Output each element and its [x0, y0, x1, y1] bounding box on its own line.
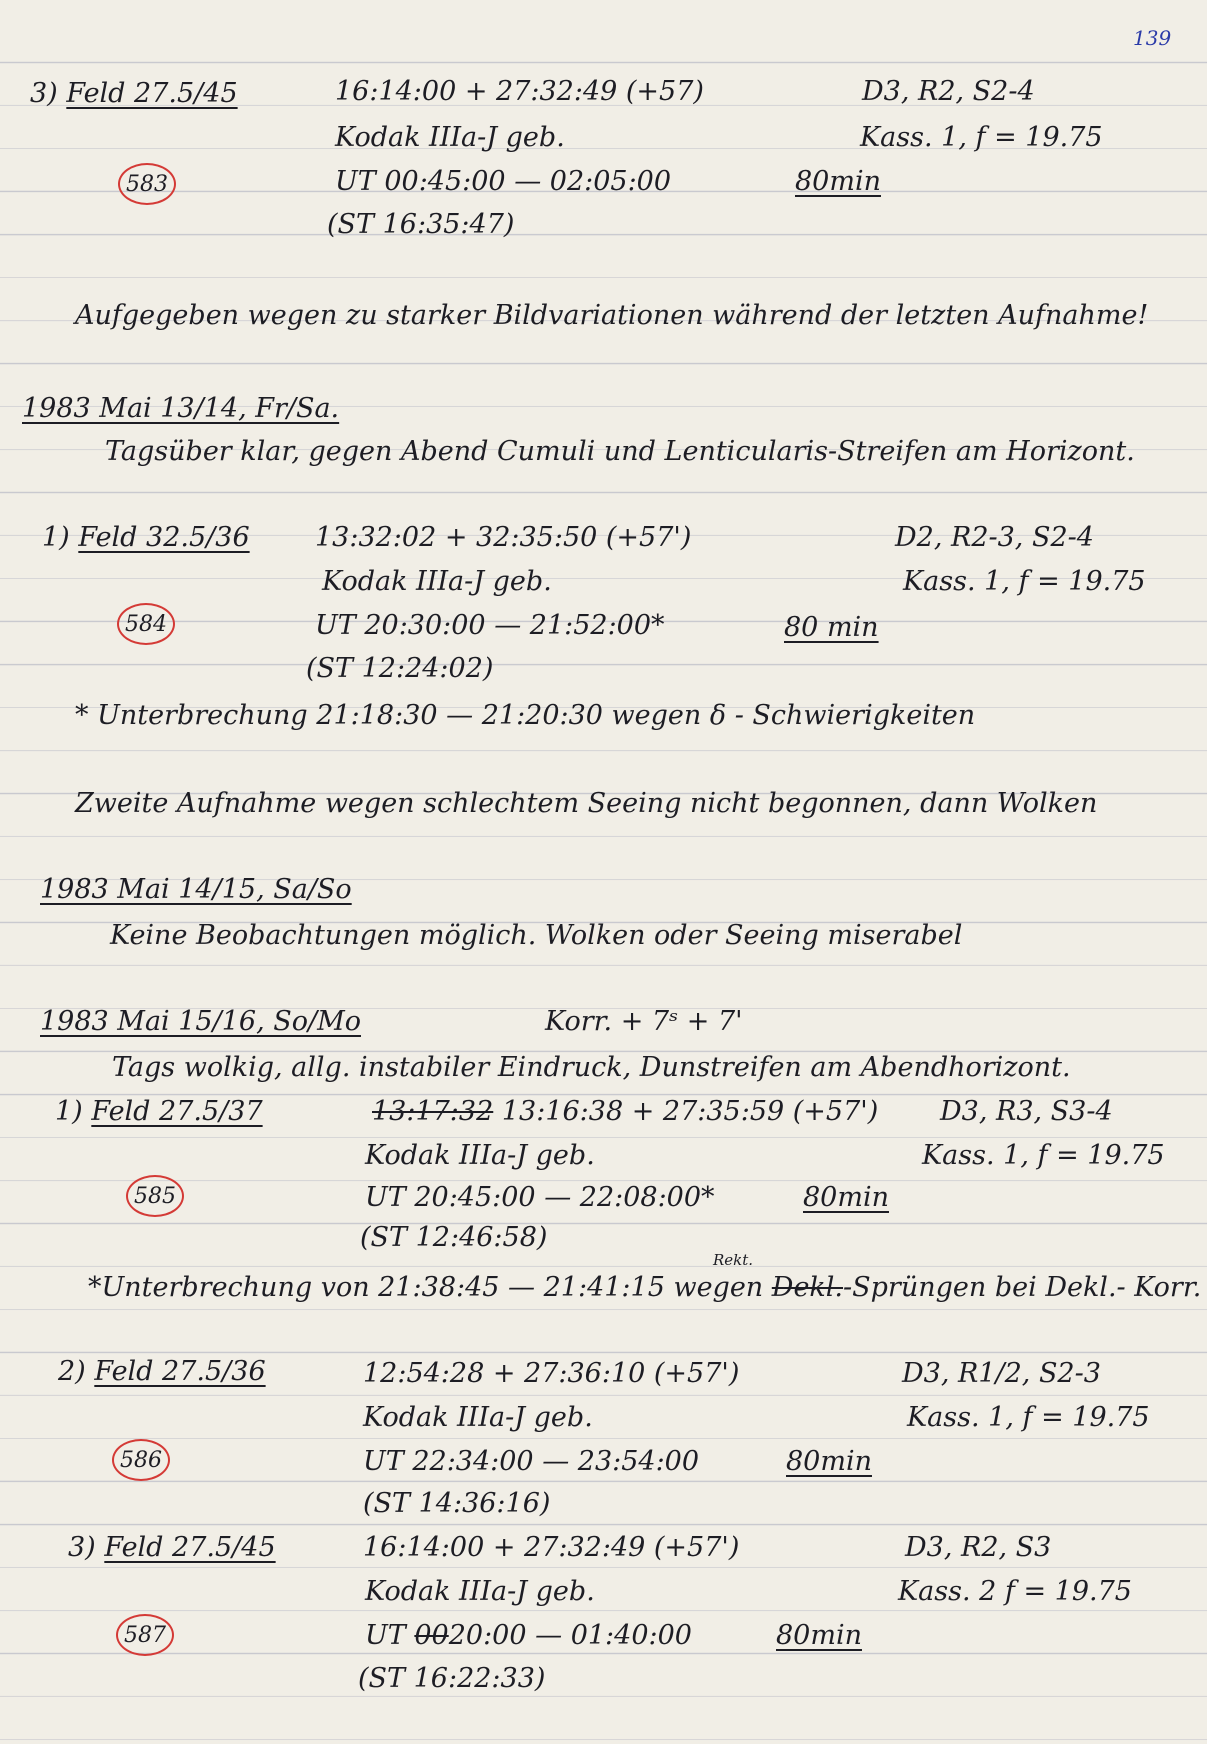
- sidereal-time: (ST 12:24:02): [306, 653, 494, 684]
- struck-hour: 00: [414, 1620, 449, 1651]
- ut-time: UT 00:45:00 — 02:05:00: [335, 166, 672, 197]
- entry-label: 1) Feld 32.5/36: [42, 522, 250, 553]
- cassette: Kass. 1, f = 19.75: [903, 566, 1146, 597]
- duration: 80 min: [784, 612, 879, 643]
- coordinates: 12:54:28 + 27:36:10 (+57'): [363, 1358, 740, 1389]
- note-second-exposure: Zweite Aufnahme wegen schlechtem Seeing nicht begonnen, dann Wolken: [75, 788, 1098, 819]
- plate-number: 585: [126, 1175, 184, 1217]
- field-name: Feld 27.5/45: [104, 1532, 276, 1563]
- plate-number: 586: [112, 1439, 170, 1481]
- emulsion: Kodak IIIa-J geb.: [335, 122, 565, 153]
- ut-time: UT 0020:00 — 01:40:00: [365, 1620, 692, 1651]
- sidereal-time: (ST 16:22:33): [358, 1663, 546, 1694]
- settings: D2, R2-3, S2-4: [895, 522, 1094, 553]
- weather-note: Keine Beobachtungen möglich. Wolken oder Seeing miserabel: [110, 920, 963, 951]
- plate-number: 583: [118, 163, 176, 205]
- sidereal-time: (ST 14:36:16): [363, 1488, 551, 1519]
- settings: D3, R2, S2-4: [862, 76, 1035, 107]
- field-name: Feld 27.5/37: [91, 1096, 263, 1127]
- emulsion: Kodak IIIa-J geb.: [322, 566, 552, 597]
- correction: Korr. + 7ˢ + 7': [545, 1006, 743, 1037]
- duration: 80min: [803, 1182, 889, 1213]
- coordinates: 13:17:32 13:16:38 + 27:35:59 (+57'): [372, 1096, 879, 1127]
- duration: 80min: [795, 166, 881, 197]
- settings: D3, R2, S3: [905, 1532, 1052, 1563]
- emulsion: Kodak IIIa-J geb.: [365, 1140, 595, 1171]
- emulsion: Kodak IIIa-J geb.: [363, 1402, 593, 1433]
- footnote-insertion: Rekt.: [713, 1251, 754, 1269]
- note-abandoned: Aufgegeben wegen zu starker Bildvariationen während der letzten Aufnahme!: [75, 300, 1149, 331]
- struck-word: Dekl.: [771, 1272, 844, 1303]
- ut-time: UT 20:45:00 — 22:08:00*: [365, 1182, 715, 1213]
- cassette: Kass. 1, f = 19.75: [860, 122, 1103, 153]
- field-name: Feld 27.5/45: [66, 78, 238, 109]
- emulsion: Kodak IIIa-J geb.: [365, 1576, 595, 1607]
- entry-label: 2) Feld 27.5/36: [58, 1356, 266, 1387]
- plate-number: 584: [117, 603, 175, 645]
- duration: 80min: [786, 1446, 872, 1477]
- settings: D3, R1/2, S2-3: [902, 1358, 1101, 1389]
- field-name: Feld 27.5/36: [94, 1356, 266, 1387]
- weather-note: Tags wolkig, allg. instabiler Eindruck, Dunstreifen am Abendhorizont.: [112, 1052, 1071, 1083]
- cassette: Kass. 1, f = 19.75: [922, 1140, 1165, 1171]
- night-date: 1983 Mai 15/16, So/Mo: [40, 1006, 361, 1037]
- night-date: 1983 Mai 13/14, Fr/Sa.: [22, 393, 340, 424]
- footnote: * Unterbrechung 21:18:30 — 21:20:30 wegen δ - Schwierigkeiten: [75, 700, 976, 731]
- ut-time: UT 20:30:00 — 21:52:00*: [315, 610, 665, 641]
- sidereal-time: (ST 16:35:47): [327, 209, 515, 240]
- weather-note: Tagsüber klar, gegen Abend Cumuli und Lenticularis-Streifen am Horizont.: [105, 436, 1135, 467]
- field-name: Feld 32.5/36: [78, 522, 250, 553]
- coordinates: 13:32:02 + 32:35:50 (+57'): [315, 522, 692, 553]
- coordinates: 16:14:00 + 27:32:49 (+57): [335, 76, 704, 107]
- entry-label: 1) Feld 27.5/37: [55, 1096, 263, 1127]
- ut-time: UT 22:34:00 — 23:54:00: [363, 1446, 700, 1477]
- entry-label: 3) Feld 27.5/45: [30, 78, 238, 109]
- entry-label: 3) Feld 27.5/45: [68, 1532, 276, 1563]
- page-number: 139: [1133, 26, 1172, 50]
- sidereal-time: (ST 12:46:58): [360, 1222, 548, 1253]
- cassette: Kass. 1, f = 19.75: [907, 1402, 1150, 1433]
- plate-number: 587: [116, 1614, 174, 1656]
- struck-coordinates: 13:17:32: [372, 1096, 494, 1127]
- cassette: Kass. 2 f = 19.75: [898, 1576, 1132, 1607]
- footnote: *Unterbrechung von 21:38:45 — 21:41:15 wegen Dekl.-Sprüngen bei Dekl.- Korr.: [88, 1272, 1202, 1303]
- settings: D3, R3, S3-4: [940, 1096, 1113, 1127]
- coordinates: 16:14:00 + 27:32:49 (+57'): [363, 1532, 740, 1563]
- duration: 80min: [776, 1620, 862, 1651]
- night-date: 1983 Mai 14/15, Sa/So: [40, 874, 352, 905]
